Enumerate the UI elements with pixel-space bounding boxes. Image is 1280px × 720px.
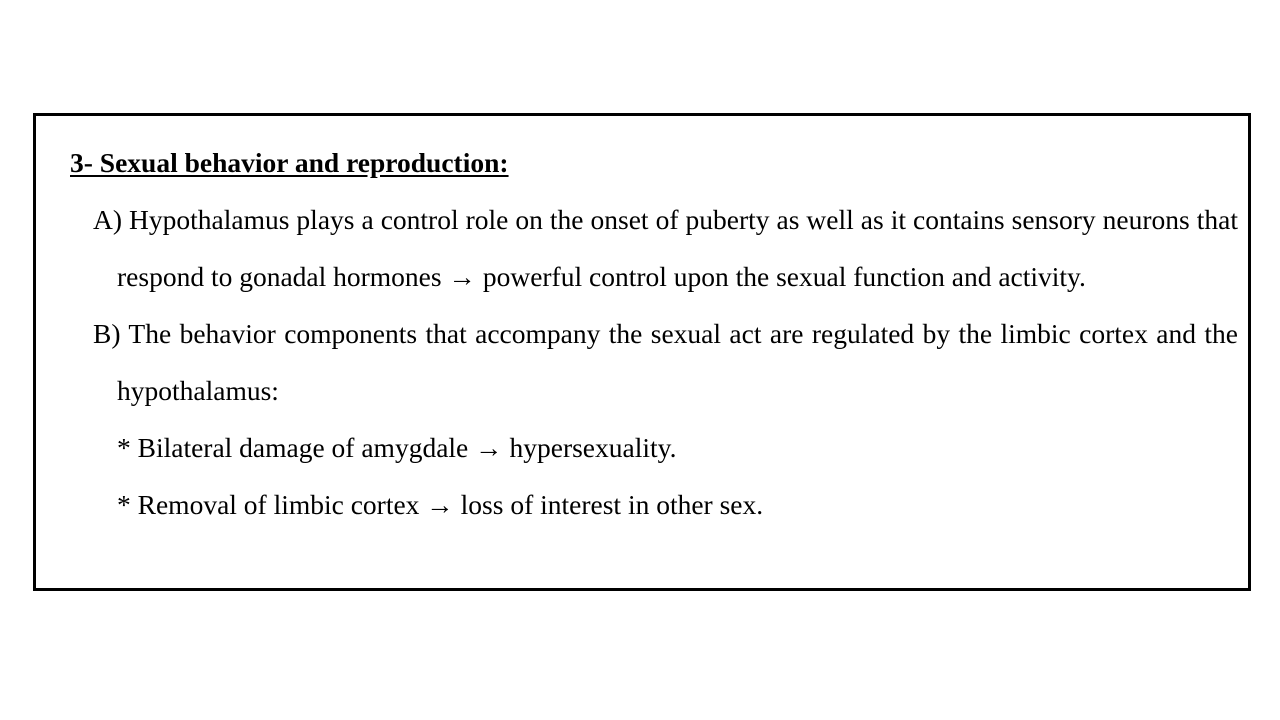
slide-content — [70, 134, 1238, 533]
bullet-limbic-cortex: * Removal of limbic cortex → loss of interest in other sex. — [117, 489, 764, 520]
point-a: A) Hypothalamus plays a control role on the onset of puberty as well as it contains sensory neurons that respond to gonadal hormones → powerful control upon the sexual function and activity. — [93, 204, 1238, 292]
bullet-amygdale: * Bilateral damage of amygdale → hypersexuality. — [117, 432, 677, 463]
point-b: B) The behavior components that accompany the sexual act are regulated by the limbic cortex and the hypothalamus: — [93, 318, 1238, 406]
content-box — [33, 113, 1251, 591]
section-heading: 3- Sexual behavior and reproduction: — [70, 147, 509, 178]
